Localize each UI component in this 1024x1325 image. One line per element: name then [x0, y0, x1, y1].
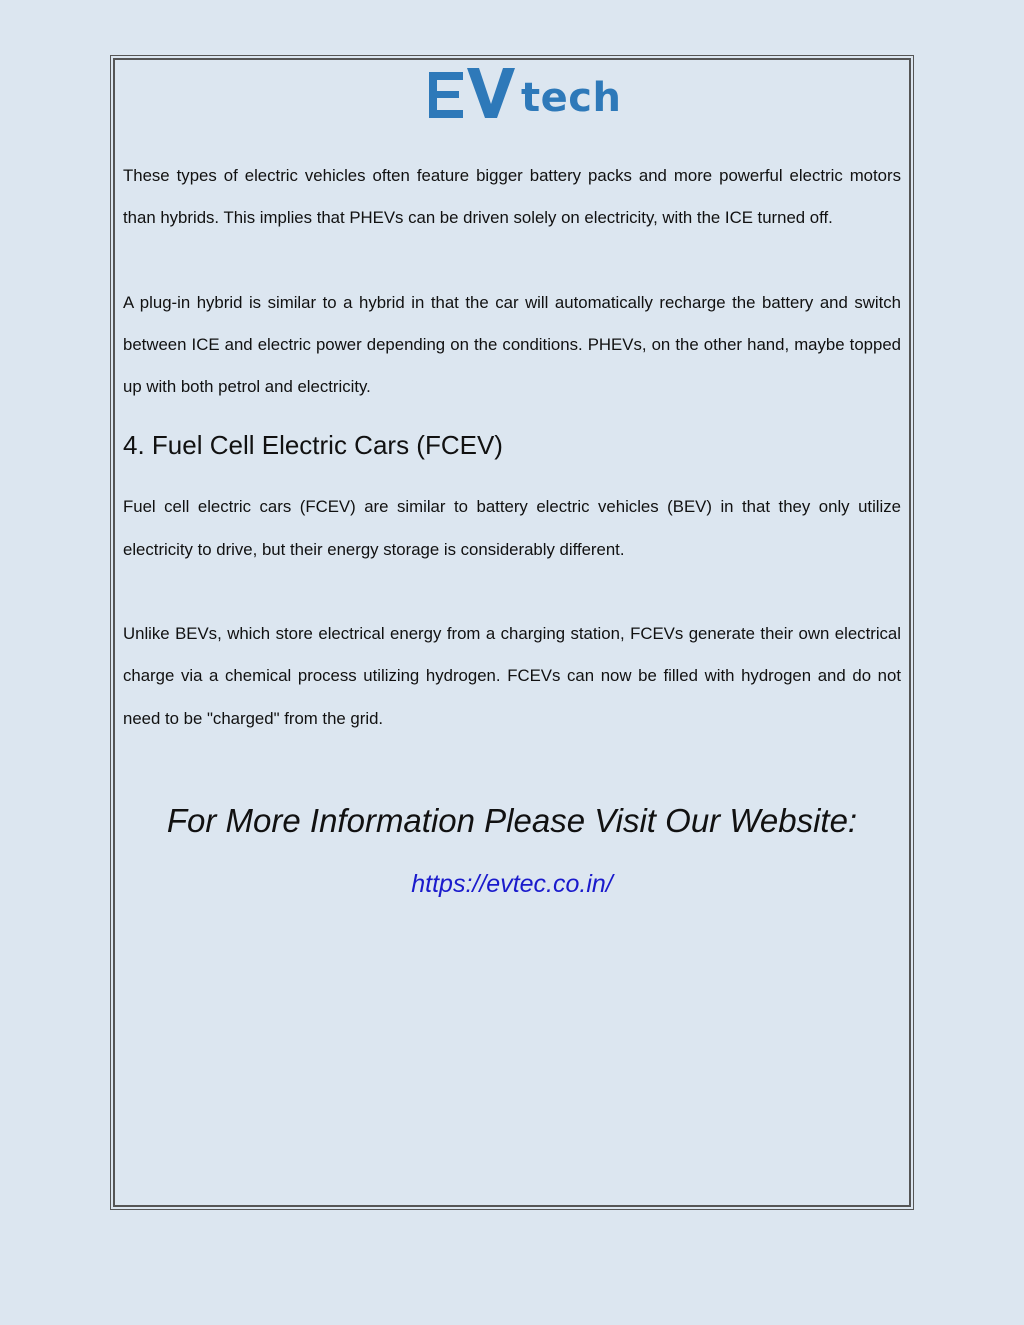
paragraph: These types of electric vehicles often feature bigger battery packs and more powerful electric motors than hybrids. This implies that PHEVs can be driven solely on electricity, with the ICE turned off. [123, 166, 901, 228]
logo-text: tech [521, 75, 622, 121]
ev-logo-mark-icon [427, 66, 519, 120]
page-inner [113, 58, 911, 1207]
paragraph: A plug-in hybrid is similar to a hybrid in that the car will automatically recharge the battery and switch between ICE and electric power depending on the conditions. PHEVs, on the other hand, maybe topped up with both petrol and electricity. [123, 292, 901, 397]
website-link[interactable]: https://evtec.co.in/ [411, 869, 613, 898]
spacer [123, 240, 901, 282]
content [123, 155, 901, 899]
page-frame [110, 55, 914, 1210]
section-heading: 4. Fuel Cell Electric Cars (FCEV) [123, 430, 503, 461]
paragraph: Fuel cell electric cars (FCEV) are similar to battery electric vehicles (BEV) in that they only utilize electricity to drive, but their energy storage is considerably different. [123, 497, 901, 559]
cta-text: For More Information Please Visit Our Website: [166, 801, 858, 839]
evtech-logo [427, 62, 621, 120]
paragraph: Unlike BEVs, which store electrical energy from a charging station, FCEVs generate their own electrical charge via a chemical process utilizing hydrogen. FCEVs can now be filled with hydrogen and do not need to be "charged" from the grid. [123, 624, 901, 728]
spacer [123, 571, 901, 613]
